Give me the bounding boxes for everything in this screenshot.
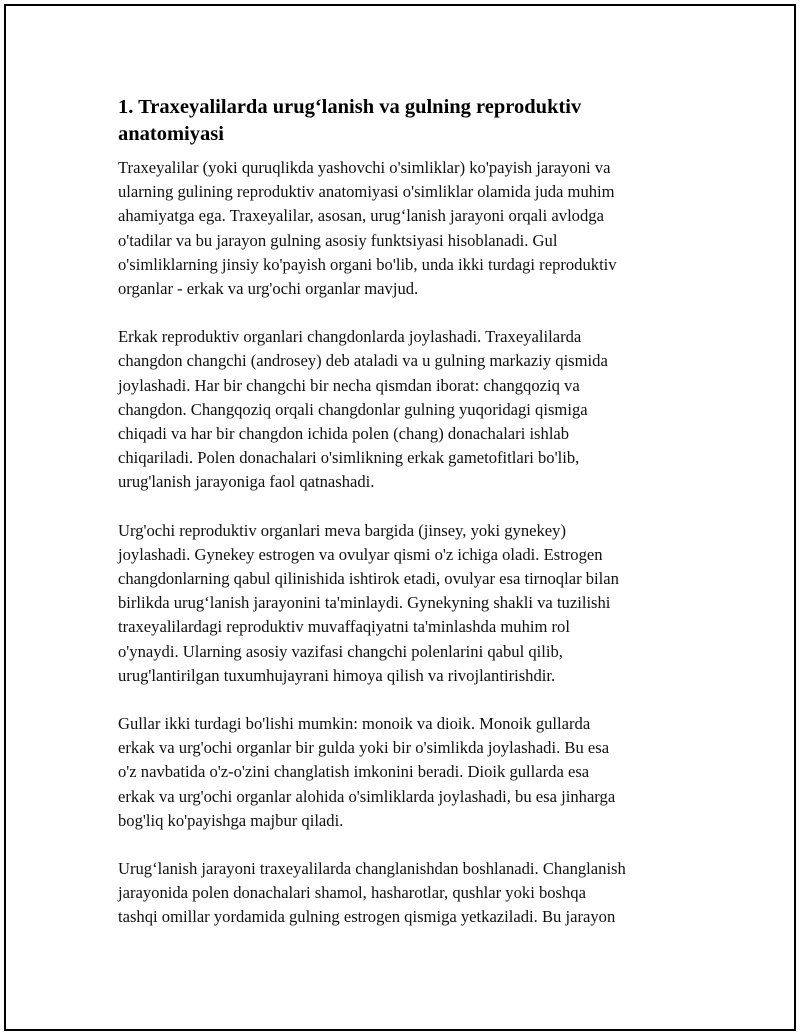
text-line: changdon. Changqoziq orqali changdonlar gulning yuqoridagi qismiga	[118, 399, 588, 419]
text-line: ahamiyatga ega. Traxeyalilar, asosan, urug‘lanish jarayoni orqali avlodga	[118, 206, 604, 226]
text-line: joylashadi. Gynekey estrogen va ovulyar qismi o'z ichiga oladi. Estrogen	[118, 544, 603, 564]
text-line: o'z navbatida o'z-o'zini changlatish imkonini beradi. Dioik gullarda esa	[118, 762, 590, 782]
text-line: urug'lanish jarayoniga faol qatnashadi.	[118, 472, 375, 492]
paragraph-1	[118, 156, 688, 301]
text-line: o'ynaydi. Ularning asosiy vazifasi changchi polenlarini qabul qilib,	[118, 641, 563, 661]
text-line: erkak va urg'ochi organlar bir gulda yoki bir o'simlikda joylashadi. Bu esa	[118, 738, 610, 758]
text-line: changdon changchi (androsey) deb ataladi va u gulning markaziy qismida	[118, 351, 608, 371]
paragraph-5	[118, 857, 688, 930]
text-line: o'simliklarning jinsiy ko'payish organi bo'lib, unda ikki turdagi reproduktiv	[118, 254, 617, 274]
text-line: tashqi omillar yordamida gulning estrogen qismiga yetkaziladi. Bu jarayon	[118, 907, 616, 927]
text-line: changdonlarning qabul qilinishida ishtirok etadi, ovulyar esa tirnoqlar bilan	[118, 569, 619, 589]
section-heading	[118, 94, 688, 148]
heading-line: 1. Traxeyalilarda urug‘lanish va gulning reproduktiv	[118, 96, 582, 118]
text-line: organlar - erkak va urg'ochi organlar mavjud.	[118, 279, 419, 299]
paragraph-2	[118, 325, 688, 494]
text-line: Traxeyalilar (yoki quruqlikda yashovchi o'simliklar) ko'payish jarayoni va	[118, 158, 611, 177]
text-line: bog'liq ko'payishga majbur qiladi.	[118, 810, 344, 830]
text-line: joylashadi. Har bir changchi bir necha qismdan iborat: changqoziq va	[118, 375, 580, 395]
text-line: o'tadilar va bu jarayon gulning asosiy funktsiyasi hisoblanadi. Gul	[118, 230, 558, 250]
document-body	[118, 94, 688, 954]
text-line: ularning gulining reproduktiv anatomiyasi o'simliklar olamida juda muhim	[118, 182, 615, 202]
heading-line: anatomiyasi	[118, 123, 224, 145]
text-line: Urug‘lanish jarayoni traxeyalilarda changlanishdan boshlanadi. Changlanish	[118, 859, 626, 879]
text-line: traxeyalilardagi reproduktiv muvaffaqiyatni ta'minlashda muhim rol	[118, 617, 570, 637]
text-line: erkak va urg'ochi organlar alohida o'simliklarda joylashadi, bu esa jinharga	[118, 786, 616, 806]
text-line: urug'lantirilgan tuxumhujayrani himoya qilish va rivojlantirishdir.	[118, 665, 556, 685]
paragraph-4	[118, 712, 688, 833]
text-line: Urg'ochi reproduktiv organlari meva bargida (jinsey, yoki gynekey)	[118, 520, 566, 540]
text-line: Gullar ikki turdagi bo'lishi mumkin: monoik va dioik. Monoik gullarda	[118, 714, 591, 734]
text-line: chiqadi va har bir changdon ichida polen (chang) donachalari ishlab	[118, 424, 570, 444]
text-line: jarayonida polen donachalari shamol, hasharotlar, qushlar yoki boshqa	[118, 883, 586, 903]
paragraph-3	[118, 519, 688, 688]
text-line: Erkak reproduktiv organlari changdonlarda joylashadi. Traxeyalilarda	[118, 327, 582, 347]
text-line: chiqariladi. Polen donachalari o'simlikning erkak gametofitlari bo'lib,	[118, 448, 580, 468]
text-line: birlikda urug‘lanish jarayonini ta'minlaydi. Gynekyning shakli va tuzilishi	[118, 593, 611, 613]
